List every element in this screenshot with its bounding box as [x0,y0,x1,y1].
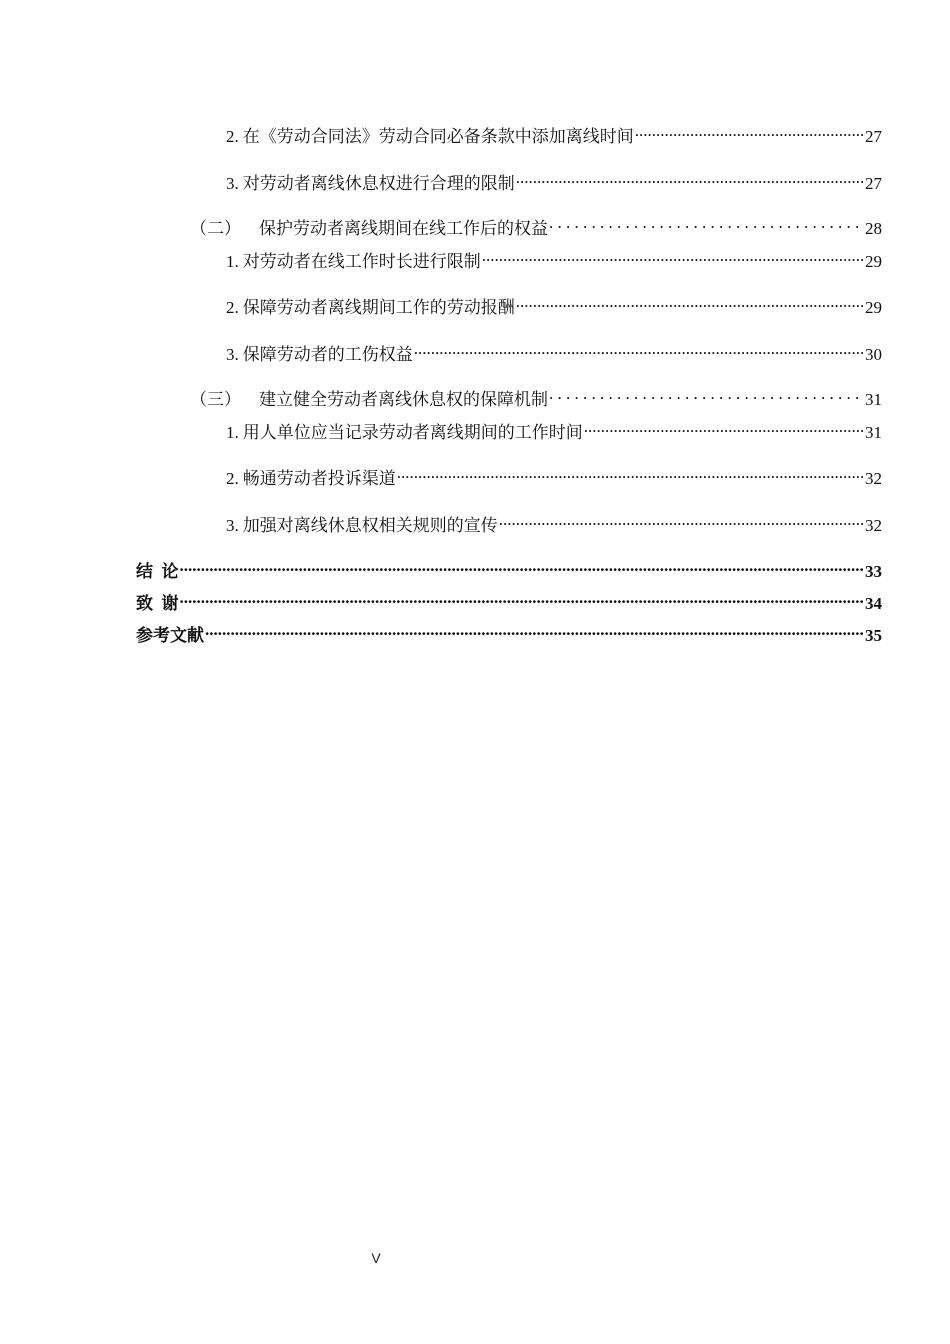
toc-leader-dots [549,212,864,234]
page-number-footer: V [371,1250,381,1266]
toc-title: 对劳动者离线休息权进行合理的限制 [242,174,515,193]
toc-number: 2. [226,469,239,488]
toc-leader-dots [397,462,864,484]
toc-leader-dots [205,619,864,641]
toc-leader-dots [549,383,864,405]
toc-number: （三） [190,390,241,409]
toc-page-number: 33 [865,562,882,581]
toc-title: 参考文献 [136,626,204,645]
toc-page-number: 35 [865,626,882,645]
toc-entry-acknowledgements[interactable] [136,587,882,615]
toc-page-number: 31 [865,423,882,442]
toc-entry-3-3[interactable] [226,509,882,537]
toc-entry-3-3[interactable] [226,338,882,366]
toc-leader-dots [414,338,864,360]
toc-leader-dots [584,416,864,438]
toc-title: 用人单位应当记录劳动者离线期间的工作时间 [242,423,583,442]
toc-number: 3. [226,345,239,364]
toc-page-number: 31 [865,390,882,409]
toc-number: （二） [190,219,241,238]
toc-entry-3-2[interactable] [226,120,882,148]
toc-title: 畅通劳动者投诉渠道 [242,469,396,488]
toc-title: 结 论 [136,562,179,581]
toc-title: 加强对离线休息权相关规则的宣传 [242,516,498,535]
toc-title: 对劳动者在线工作时长进行限制 [242,252,481,271]
toc-title: 建立健全劳动者离线休息权的保障机制 [259,390,548,409]
toc-page-number: 30 [865,345,882,364]
toc-title: 保护劳动者离线期间在线工作后的权益 [259,219,548,238]
toc-page-number: 34 [865,594,882,613]
toc-number: 2. [226,298,239,317]
toc-leader-dots [516,167,864,189]
toc-number: 1. [226,252,239,271]
toc-title: 保障劳动者的工伤权益 [242,345,413,364]
toc-page-number: 32 [865,469,882,488]
toc-leader-dots [482,245,864,267]
toc-number: 3. [226,174,239,193]
toc-page-number: 29 [865,298,882,317]
toc-number: 3. [226,516,239,535]
toc-number: 2. [226,127,239,146]
toc-page-number: 29 [865,252,882,271]
toc-entry-section-3[interactable] [190,383,882,411]
toc-number: 1. [226,423,239,442]
toc-entry-conclusion[interactable] [136,555,882,583]
toc-entry-3-3[interactable] [226,167,882,195]
toc-page-number: 27 [865,174,882,193]
toc-leader-dots [635,120,864,142]
toc-leader-dots [516,291,864,313]
toc-page-number: 32 [865,516,882,535]
toc-leader-dots [180,555,865,577]
toc-title: 在《劳动合同法》劳动合同必备条款中添加离线时间 [242,127,634,146]
toc-entry-3-1[interactable] [226,245,882,273]
toc-leader-dots [499,509,864,531]
toc-title: 保障劳动者离线期间工作的劳动报酬 [242,298,515,317]
toc-entry-3-2[interactable] [226,291,882,319]
toc-page-number: 27 [865,127,882,146]
toc-page-number: 28 [865,219,882,238]
toc-entry-section-2[interactable] [190,212,882,240]
toc-entry-3-1[interactable] [226,416,882,444]
toc-leader-dots [180,587,865,609]
toc-entry-3-2[interactable] [226,462,882,490]
toc-entry-references[interactable] [136,619,882,647]
toc-title: 致 谢 [136,594,179,613]
